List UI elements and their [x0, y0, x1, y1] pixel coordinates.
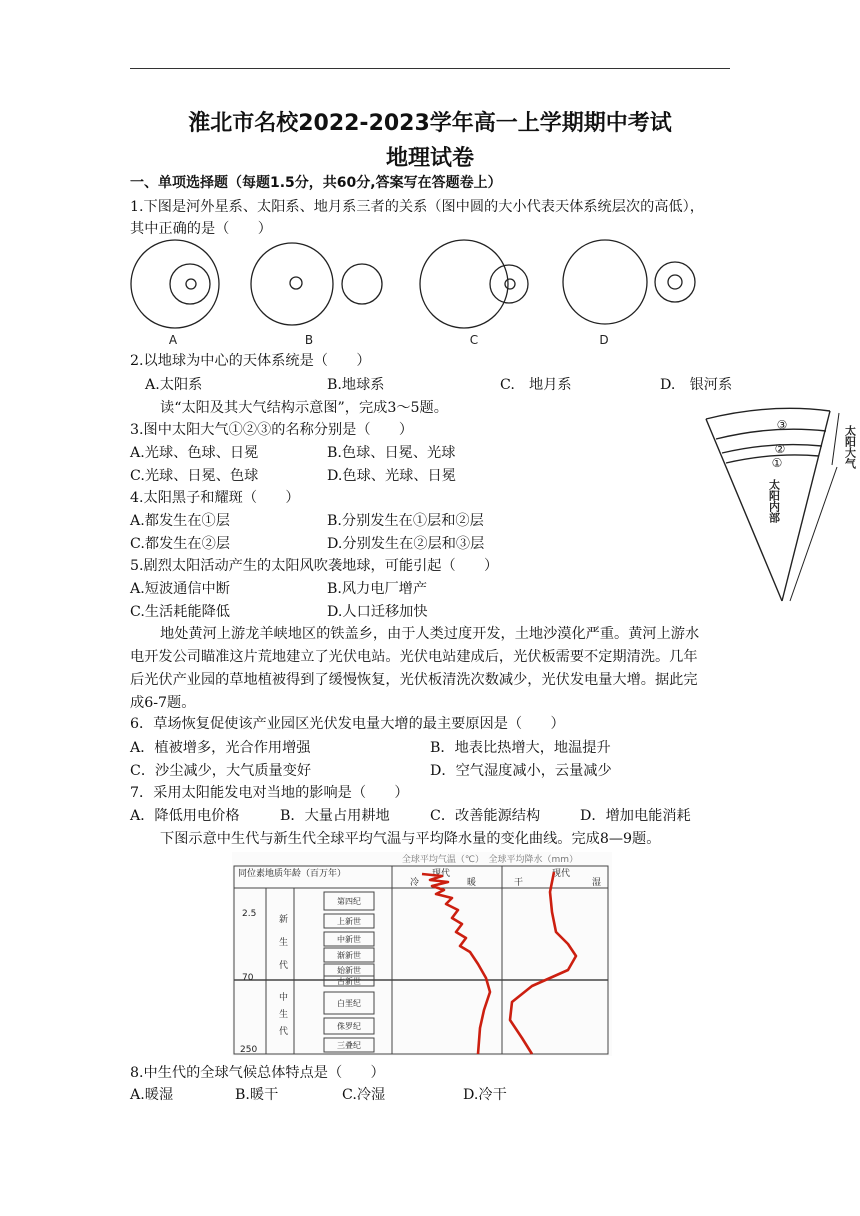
temp-header-cold: 冷 [410, 878, 420, 888]
period-jurassic: 侏罗纪 [337, 1022, 361, 1031]
climate-history-chart [232, 852, 612, 1056]
precip-header-modern: 现代 [552, 869, 571, 879]
era-cenozoic: 新生代 [277, 914, 287, 983]
diagram-b-small-circle [290, 277, 302, 289]
q1-stem-line1: 1.下图是河外星系、太阳系、地月系三者的关系（图中圆的大小代表天体系统层次的高低）， [130, 199, 704, 215]
exam-subtitle: 地理试卷 [385, 146, 474, 171]
period-pliocene: 上新世 [337, 917, 361, 926]
diagram-label-b: B [304, 333, 314, 347]
chart-background [232, 852, 612, 1056]
diagram-c-small-circle [505, 279, 515, 289]
layer-3-inner-arc [716, 429, 826, 439]
q8-option-c: C.冷湿 [342, 1087, 386, 1103]
q7-option-d: D．增加电能消耗 [580, 808, 691, 824]
diagram-a-mid-circle [170, 264, 210, 304]
diagram-d-large-circle [563, 240, 647, 324]
q3-stem: 3.图中太阳大气①②③的名称分别是（ ） [130, 422, 414, 438]
section-heading: 一、单项选择题（每题1.5分，共60分,答案写在答题卷上） [130, 175, 502, 191]
diagram-c-mid-circle [490, 265, 528, 303]
layer-label-2: ② [774, 442, 786, 456]
precip-header-wet: 湿 [592, 878, 602, 888]
q2-option-b: B.地球系 [327, 377, 385, 393]
q5-option-c: C.生活耗能降低 [130, 604, 230, 620]
q4-stem: 4.太阳黑子和耀斑（ ） [130, 490, 300, 506]
period-oligocene: 渐新世 [337, 951, 361, 960]
q6-option-b: B．地表比热增大，地温提升 [430, 740, 611, 756]
passage-line-4: 成6-7题。 [130, 695, 196, 711]
header-rule [130, 68, 730, 69]
temp-header-modern: 现代 [432, 869, 451, 879]
q7-option-b: B．大量占用耕地 [280, 808, 390, 824]
diagram-b-large-circle [251, 243, 333, 325]
diagram-label-a: A [168, 333, 178, 347]
q6-option-a: A．植被增多，光合作用增强 [130, 740, 311, 756]
period-quaternary: 第四纪 [337, 897, 361, 906]
q3-option-d: D.色球、光球、日冕 [327, 468, 456, 484]
diagram-a-large-circle [131, 240, 219, 328]
diagram-label-d: D [599, 333, 609, 347]
sun-structure-diagram [700, 405, 860, 610]
q7-option-a: A．降低用电价格 [130, 808, 240, 824]
q4-option-a: A.都发生在①层 [130, 513, 230, 529]
tick-70: 70 [242, 973, 254, 983]
tick-2-5: 2.5 [242, 909, 257, 919]
layer-3-outer-arc [706, 408, 830, 419]
interior-bracket [790, 467, 837, 601]
era-mesozoic: 中生代 [277, 992, 287, 1043]
col-age-header: 同位素地质年龄（百万年） [238, 869, 347, 879]
precip-header-dry: 干 [514, 878, 524, 888]
passage-line-1: 地处黄河上游龙羊峡地区的铁盖乡，由于人类过度开发，土地沙漠化严重。黄河上游水 [160, 626, 700, 642]
q8-option-d: D.冷干 [463, 1087, 507, 1103]
q6-option-c: C．沙尘减少，大气质量变好 [130, 763, 312, 779]
q1-stem-line2: 其中正确的是（ ） [130, 221, 272, 237]
diagram-b-mid-circle [342, 264, 382, 304]
q8-option-a: A.暖湿 [130, 1087, 174, 1103]
q3-option-a: A.光球、色球、日冕 [130, 445, 259, 461]
q2-option-d: D. 银河系 [660, 377, 733, 393]
q2-stem: 2.以地球为中心的天体系统是（ ） [130, 353, 371, 369]
intro-q3-5: 读“太阳及其大气结构示意图”，完成3～5题。 [160, 400, 448, 416]
q2-option-a: A.太阳系 [145, 377, 203, 393]
q4-option-b: B.分别发生在①层和②层 [327, 513, 484, 529]
sun-atmosphere-label: 太阳大气 [843, 425, 857, 469]
intro-q8-9: 下图示意中生代与新生代全球平均气温与平均降水量的变化曲线。完成8—9题。 [160, 831, 661, 847]
diagram-d-mid-circle [655, 262, 695, 302]
tick-250: 250 [240, 1045, 258, 1055]
sun-interior-label: 太阳内部 [767, 479, 781, 523]
layer-label-3: ③ [776, 418, 788, 432]
layer-label-1: ① [771, 456, 783, 470]
diagram-label-c: C [469, 333, 479, 347]
q6-stem: 6．草场恢复促使该产业园区光伏发电量大增的最主要原因是（ ） [130, 716, 565, 732]
q8-option-b: B.暖干 [235, 1087, 279, 1103]
period-paleocene: 古新世 [337, 977, 361, 986]
q3-option-b: B.色球、日冕、光球 [327, 445, 456, 461]
passage-line-2: 电开发公司瞄准这片荒地建立了光伏电站。光伏电站建成后，光伏板需要不定期清洗。几年 [130, 649, 698, 665]
galaxy-system-diagrams [120, 238, 720, 350]
diagram-d-small-circle [668, 275, 682, 289]
q6-option-d: D．空气湿度减小，云量减少 [430, 763, 612, 779]
q5-stem: 5.剧烈太阳活动产生的太阳风吹袭地球，可能引起（ ） [130, 558, 499, 574]
q7-option-c: C．改善能源结构 [430, 808, 541, 824]
q5-option-a: A.短波通信中断 [130, 581, 230, 597]
q4-option-c: C.都发生在②层 [130, 536, 230, 552]
diagram-c-large-circle [420, 240, 508, 328]
period-cretaceous: 白垩纪 [337, 999, 361, 1008]
q5-option-b: B.风力电厂增产 [327, 581, 428, 597]
q5-option-d: D.人口迁移加快 [327, 604, 428, 620]
q3-option-c: C.光球、日冕、色球 [130, 468, 259, 484]
atmosphere-bracket [832, 413, 839, 465]
q8-stem: 8.中生代的全球气候总体特点是（ ） [130, 1065, 385, 1081]
q2-option-c: C. 地月系 [500, 377, 572, 393]
chart-top-header: 全球平均气温（℃） 全球平均降水（mm） [401, 855, 579, 865]
temp-header-warm: 暖 [467, 878, 477, 888]
exam-title: 淮北市名校2022-2023学年高一上学期期中考试 [188, 111, 672, 136]
layer-2-inner-arc [722, 445, 822, 453]
passage-line-3: 后光伏产业园的草地植被得到了缓慢恢复，光伏板清洗次数减少，光伏发电量大增。据此完 [130, 672, 698, 688]
period-triassic: 三叠纪 [337, 1041, 361, 1050]
period-eocene: 始新世 [337, 966, 361, 975]
q7-stem: 7．采用太阳能发电对当地的影响是（ ） [130, 785, 409, 801]
q4-option-d: D.分别发生在②层和③层 [327, 536, 485, 552]
period-miocene: 中新世 [337, 935, 361, 944]
diagram-a-small-circle [186, 279, 196, 289]
